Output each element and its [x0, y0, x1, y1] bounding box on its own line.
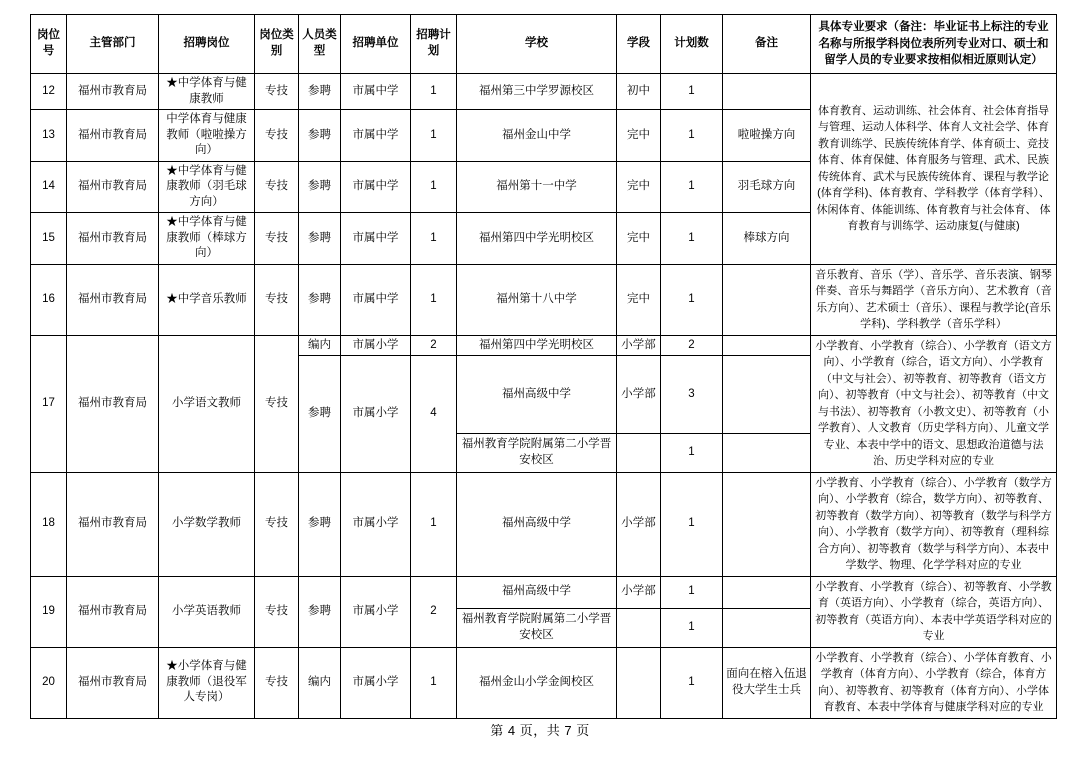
cell-dept: 福州市教育局 [67, 74, 159, 110]
cell-unit: 市属小学 [341, 356, 411, 472]
cell-stage: 小学部 [617, 472, 661, 576]
cell-requirement: 小学教育、小学教育（综合）、小学教育（数学方向）、小学教育（综合，数学方向）、初等教育、初等教育（数学方向）、初等教育（数学与科学方向）、小学教育（数学方向）、初等教育（理科综合方向）、初等教育（数学与科学方向）、本表中学数学、物理、化学学科对应的专业 [811, 472, 1057, 576]
cell-count: 3 [661, 356, 723, 433]
cell-count: 1 [661, 161, 723, 213]
cell-id: 15 [31, 213, 67, 265]
cell-post: 小学英语教师 [159, 576, 255, 647]
cell-category: 专技 [255, 472, 299, 576]
cell-post: ★小学体育与健康教师（退役军人专岗） [159, 647, 255, 718]
table-header [31, 15, 1057, 74]
cell-id: 13 [31, 110, 67, 162]
cell-note [723, 608, 811, 647]
cell-plan: 1 [411, 647, 457, 718]
cell-count: 1 [661, 472, 723, 576]
cell-plan: 1 [411, 264, 457, 335]
cell-school: 福州第四中学光明校区 [457, 213, 617, 265]
page-footer: 第 4 页，共 7 页 [490, 723, 590, 738]
cell-stage [617, 433, 661, 472]
cell-unit: 市属中学 [341, 74, 411, 110]
cell-requirement: 音乐教育、音乐（学）、音乐学、音乐表演、钢琴伴奏、音乐与舞蹈学（音乐方向）、艺术教育（音乐方向）、艺术硕士（音乐）、课程与教学论(音乐学科)、学科教学（音乐学科） [811, 264, 1057, 335]
cell-id: 14 [31, 161, 67, 213]
cell-requirement-sports: 体育教育、运动训练、社会体育、社会体育指导与管理、运动人体科学、体育人文社会学、体育教育训练学、民族传统体育学、体育硕士、竞技体育、体育保健、体育服务与管理、武术、民族传统体育、武术与民族传统体育、课程与教学论(体育学科)、体育教育、学科教学（体育学科）、休闲体育、体能训练、体育教育与社会体育、 体育教育与训练学、运动康复(与健康) [811, 74, 1057, 265]
recruitment-table [30, 14, 1057, 719]
cell-stage [617, 647, 661, 718]
cell-count: 1 [661, 74, 723, 110]
cell-requirement: 小学教育、小学教育（综合）、初等教育、小学教育（英语方向）、小学教育（综合，英语方向）、初等教育（英语方向）、本表中学英语学科对应的专业 [811, 576, 1057, 647]
cell-unit: 市属小学 [341, 335, 411, 356]
cell-dept: 福州市教育局 [67, 213, 159, 265]
cell-personnel-type: 参聘 [299, 356, 341, 472]
table-body [31, 74, 1057, 719]
cell-dept: 福州市教育局 [67, 647, 159, 718]
cell-note [723, 74, 811, 110]
cell-plan: 2 [411, 576, 457, 647]
cell-category: 专技 [255, 110, 299, 162]
cell-id: 16 [31, 264, 67, 335]
cell-school: 福州金山中学 [457, 110, 617, 162]
cell-personnel-type: 参聘 [299, 576, 341, 647]
cell-dept: 福州市教育局 [67, 110, 159, 162]
cell-school: 福州高级中学 [457, 472, 617, 576]
cell-stage: 小学部 [617, 576, 661, 608]
cell-dept: 福州市教育局 [67, 161, 159, 213]
cell-count: 2 [661, 335, 723, 356]
cell-dept: 福州市教育局 [67, 576, 159, 647]
header-requirement: 具体专业要求（备注：毕业证书上标注的专业名称与所报学科岗位表所列专业对口、硕士和留学人员的专业要求按相似相近原则认定） [811, 15, 1057, 74]
cell-note [723, 576, 811, 608]
cell-note: 棒球方向 [723, 213, 811, 265]
table-row [31, 335, 1057, 356]
cell-plan: 1 [411, 110, 457, 162]
cell-plan: 1 [411, 213, 457, 265]
cell-id: 17 [31, 335, 67, 472]
header-post: 招聘岗位 [159, 15, 255, 74]
cell-unit: 市属小学 [341, 576, 411, 647]
cell-note [723, 472, 811, 576]
cell-category: 专技 [255, 335, 299, 472]
cell-stage [617, 608, 661, 647]
cell-plan: 2 [411, 335, 457, 356]
cell-unit: 市属中学 [341, 213, 411, 265]
cell-post: ★中学体育与健康教师 [159, 74, 255, 110]
cell-post: ★中学体育与健康教师（羽毛球方向） [159, 161, 255, 213]
cell-note: 啦啦操方向 [723, 110, 811, 162]
cell-stage: 完中 [617, 213, 661, 265]
cell-category: 专技 [255, 647, 299, 718]
cell-unit: 市属中学 [341, 110, 411, 162]
cell-note [723, 433, 811, 472]
cell-note [723, 335, 811, 356]
cell-requirement: 小学教育、小学教育（综合）、小学教育（语文方向）、小学教育（综合，语文方向）、小学教育（中文与社会）、初等教育、初等教育（语文方向）、初等教育（中文与社会）、初等教育（中文与书法）、初等教育（小教文史）、初等教育（小学教育）、人文教育（历史学科方向）、儿童文学专业、本表中学中的语文、思想政治道德与法治、历史学科对应的专业 [811, 335, 1057, 472]
cell-dept: 福州市教育局 [67, 264, 159, 335]
cell-unit: 市属中学 [341, 161, 411, 213]
cell-personnel-type: 参聘 [299, 213, 341, 265]
table-row [31, 74, 1057, 110]
cell-post: 中学体育与健康教师（啦啦操方向） [159, 110, 255, 162]
cell-stage: 小学部 [617, 356, 661, 433]
cell-count: 1 [661, 647, 723, 718]
header-id: 岗位号 [31, 15, 67, 74]
cell-count: 1 [661, 576, 723, 608]
header-note: 备注 [723, 15, 811, 74]
cell-category: 专技 [255, 161, 299, 213]
cell-school: 福州高级中学 [457, 576, 617, 608]
cell-count: 1 [661, 110, 723, 162]
cell-count: 1 [661, 213, 723, 265]
table-header-row [31, 15, 1057, 74]
cell-dept: 福州市教育局 [67, 335, 159, 472]
cell-stage: 完中 [617, 264, 661, 335]
cell-category: 专技 [255, 576, 299, 647]
cell-personnel-type: 参聘 [299, 472, 341, 576]
cell-post: 小学数学教师 [159, 472, 255, 576]
cell-personnel-type: 参聘 [299, 264, 341, 335]
cell-post: ★中学体育与健康教师（棒球方向） [159, 213, 255, 265]
cell-count: 1 [661, 608, 723, 647]
header-personnel-type: 人员类型 [299, 15, 341, 74]
cell-id: 18 [31, 472, 67, 576]
table-row [31, 264, 1057, 335]
header-stage: 学段 [617, 15, 661, 74]
cell-personnel-type: 编内 [299, 647, 341, 718]
cell-school: 福州第三中学罗源校区 [457, 74, 617, 110]
cell-school: 福州第十一中学 [457, 161, 617, 213]
cell-count: 1 [661, 433, 723, 472]
cell-id: 19 [31, 576, 67, 647]
cell-personnel-type: 参聘 [299, 74, 341, 110]
cell-plan: 4 [411, 356, 457, 472]
header-dept: 主管部门 [67, 15, 159, 74]
cell-stage: 完中 [617, 110, 661, 162]
header-unit: 招聘单位 [341, 15, 411, 74]
cell-category: 专技 [255, 213, 299, 265]
cell-plan: 1 [411, 472, 457, 576]
table-row [31, 472, 1057, 576]
table-row [31, 576, 1057, 608]
cell-school: 福州教育学院附属第二小学晋安校区 [457, 433, 617, 472]
cell-personnel-type: 编内 [299, 335, 341, 356]
header-category: 岗位类别 [255, 15, 299, 74]
cell-category: 专技 [255, 264, 299, 335]
cell-personnel-type: 参聘 [299, 161, 341, 213]
cell-stage: 小学部 [617, 335, 661, 356]
cell-stage: 初中 [617, 74, 661, 110]
cell-unit: 市属小学 [341, 472, 411, 576]
header-school: 学校 [457, 15, 617, 74]
cell-stage: 完中 [617, 161, 661, 213]
table-row [31, 647, 1057, 718]
cell-personnel-type: 参聘 [299, 110, 341, 162]
cell-school: 福州第十八中学 [457, 264, 617, 335]
cell-id: 20 [31, 647, 67, 718]
cell-school: 福州高级中学 [457, 356, 617, 433]
cell-plan: 1 [411, 161, 457, 213]
cell-count: 1 [661, 264, 723, 335]
cell-dept: 福州市教育局 [67, 472, 159, 576]
cell-requirement: 小学教育、小学教育（综合）、小学体育教育、小学教育（体育方向）、小学教育（综合，体育方向）、初等教育、初等教育（体育方向）、小学体育教育、本表中学体育与健康学科对应的专业 [811, 647, 1057, 718]
cell-category: 专技 [255, 74, 299, 110]
cell-unit: 市属中学 [341, 264, 411, 335]
cell-id: 12 [31, 74, 67, 110]
cell-post: ★中学音乐教师 [159, 264, 255, 335]
cell-post: 小学语文教师 [159, 335, 255, 472]
cell-note [723, 356, 811, 433]
cell-note [723, 264, 811, 335]
cell-note: 羽毛球方向 [723, 161, 811, 213]
cell-note: 面向在榕入伍退役大学生士兵 [723, 647, 811, 718]
cell-unit: 市属小学 [341, 647, 411, 718]
cell-school: 福州金山小学金闽校区 [457, 647, 617, 718]
cell-plan: 1 [411, 74, 457, 110]
header-plan: 招聘计划 [411, 15, 457, 74]
cell-school: 福州第四中学光明校区 [457, 335, 617, 356]
header-count: 计划数 [661, 15, 723, 74]
cell-school: 福州教育学院附属第二小学晋安校区 [457, 608, 617, 647]
